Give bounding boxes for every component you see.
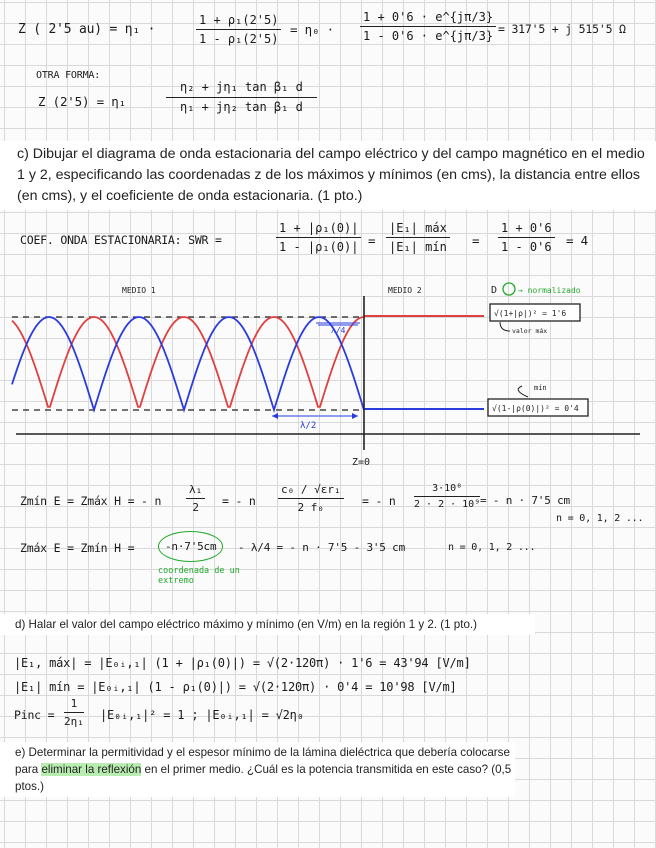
impedance-fraction-2: $\frac{1 + 0'6 \cdot e\^{}\{j\pi/3\}}{1 - 0'6 \cdot e\^{}\{j\pi/3\}}$ [360,10,496,43]
max-note-arrow-icon [500,322,510,331]
zmin-n-range: n = 0, 1, 2 ... [556,513,644,524]
zmin-result: = - n · 7'5 cm [480,494,570,507]
question-e-text-1: e) Determinar la permitividad y el espesor mínimo de la lámina dieléctrica que debería colocarse para [15,746,510,776]
zmax-rest: - λ/4 = - n · 7'5 - 3'5 cm [238,541,405,554]
impedance-equation-eta0: = η₀ · [290,22,334,37]
question-c [0,141,656,210]
impedance-fraction-3: $\frac{\text{η₂ + jη₁ tan β₁ d}}{\text{η₁ + jη₂ tan β₁ d}}$ [166,80,317,114]
min-note-arrow-icon [518,386,528,397]
lambda2-arrow-right-icon [352,413,358,419]
swr-fraction-2: |E₁| máx |E₁| mín [386,221,450,254]
zmax-lhs: Zmáx E = Zmín H = [20,541,135,555]
swr-value: = 4 [566,233,588,248]
max-note: valor máx [512,327,548,335]
pinc-rhs: |E₀ᵢ,₁|² = 1 ; |E₀ᵢ,₁| = √2η₀ [100,708,304,722]
min-value-text: √(1-|ρ(0)|)² = 0'4 [492,404,579,413]
swr-fraction-3: $\frac{1 + 0'6}{1 - 0'6}$ [498,221,555,254]
medio2-label: MEDIO 2 [388,286,422,295]
otra-forma-label: OTRA FORMA: [36,70,101,81]
question-c-text: c) Dibujar el diagrama de onda estacionaria del campo eléctrico y del campo magnético en el medio 1 y 2, especificando las coordenadas z de los máximos y mínimos (en cms), la distancia entre ellos (en cms), y el coeficiente de onda estacionaria. (1 pto.) [17,146,645,204]
impedance-equation-lhs: Z ( 2'5 au) = η₁ · [18,22,156,37]
swr-eq-1: = [368,233,376,248]
max-value-text: √(1+|ρ|)² = 1'6 [494,309,567,318]
legend-circle-icon [503,283,515,295]
lambda4-label: λ/4 [331,326,346,335]
zmin-mid: = - n [222,494,256,508]
legend-prefix: D [491,285,498,296]
emin-equation: |E₁| mín = |E₀ᵢ,₁| (1 - ρ₁(0)|) = √(2·120π) · 0'4 = 10'98 [V/m] [14,680,457,694]
question-d-text: d) Halar el valor del campo eléctrico máximo y mínimo (en V/m) en la región 1 y 2. (1 pto.) [15,618,477,631]
swr-label: COEF. ONDA ESTACIONARIA: SWR = [20,233,222,247]
lambda2-label: λ/2 [300,421,317,431]
standing-wave-diagram [0,276,656,472]
zmin-lhs: Zmín E = Zmáx H = - n [20,494,162,508]
impedance-result: = 317'5 + j 515'5 Ω [498,22,626,36]
zmin-fraction-3: $\frac{\text{3·10⁸}}{\text{2 · 2 · 10⁹}}$ [414,483,481,510]
question-e-text-2: en el primer medio. ¿Cuál es la potencia transmitida en este caso? (0,5 ptos.) [15,763,512,793]
question-d [0,614,535,635]
zmin-fraction-1: $\frac{\text{λ₁}}{2}$ [186,483,205,514]
question-e-highlight: eliminar la reflexión [41,763,142,776]
pinc-lhs: Pinc = [14,708,55,722]
question-e [0,742,515,797]
pinc-fraction: $\frac{1}{\text{2η₁}}$ [64,697,84,728]
swr-eq-2: = [472,233,480,248]
zmax-n-range: n = 0, 1, 2 ... [448,542,536,553]
impedance-alt-lhs: Z (2'5) = η₁ [38,94,126,109]
impedance-fraction-1: $\frac{\text{1 + ρ₁(2'5)}}{\text{1 - ρ₁(2'5)}}$ [196,13,281,46]
legend-text: → normalizado [518,286,581,295]
min-note: mín [534,384,547,392]
extreme-coordinate-note: coordenada de un extremo [158,566,240,586]
z-zero-label: Z=0 [352,457,371,468]
swr-fraction-1: $\frac{\text{1 + |ρ₁(0)|}}{\text{1 - |ρ₁(0)|}}$ [276,221,361,254]
zmax-circled: -n·7'5cm [158,531,223,562]
zmin-mid-2: = - n [362,494,396,508]
lambda2-arrow-left-icon [272,413,278,419]
zmin-fraction-2: $\frac{\text{c₀ / √εr₁}}{\text{2 f₀}}$ [278,483,344,514]
medio1-label: MEDIO 1 [122,286,156,295]
emax-equation: |E₁, máx| = |E₀ᵢ,₁| (1 + |ρ₁(0)|) = √(2·120π) · 1'6 = 43'94 [V/m] [14,656,471,670]
